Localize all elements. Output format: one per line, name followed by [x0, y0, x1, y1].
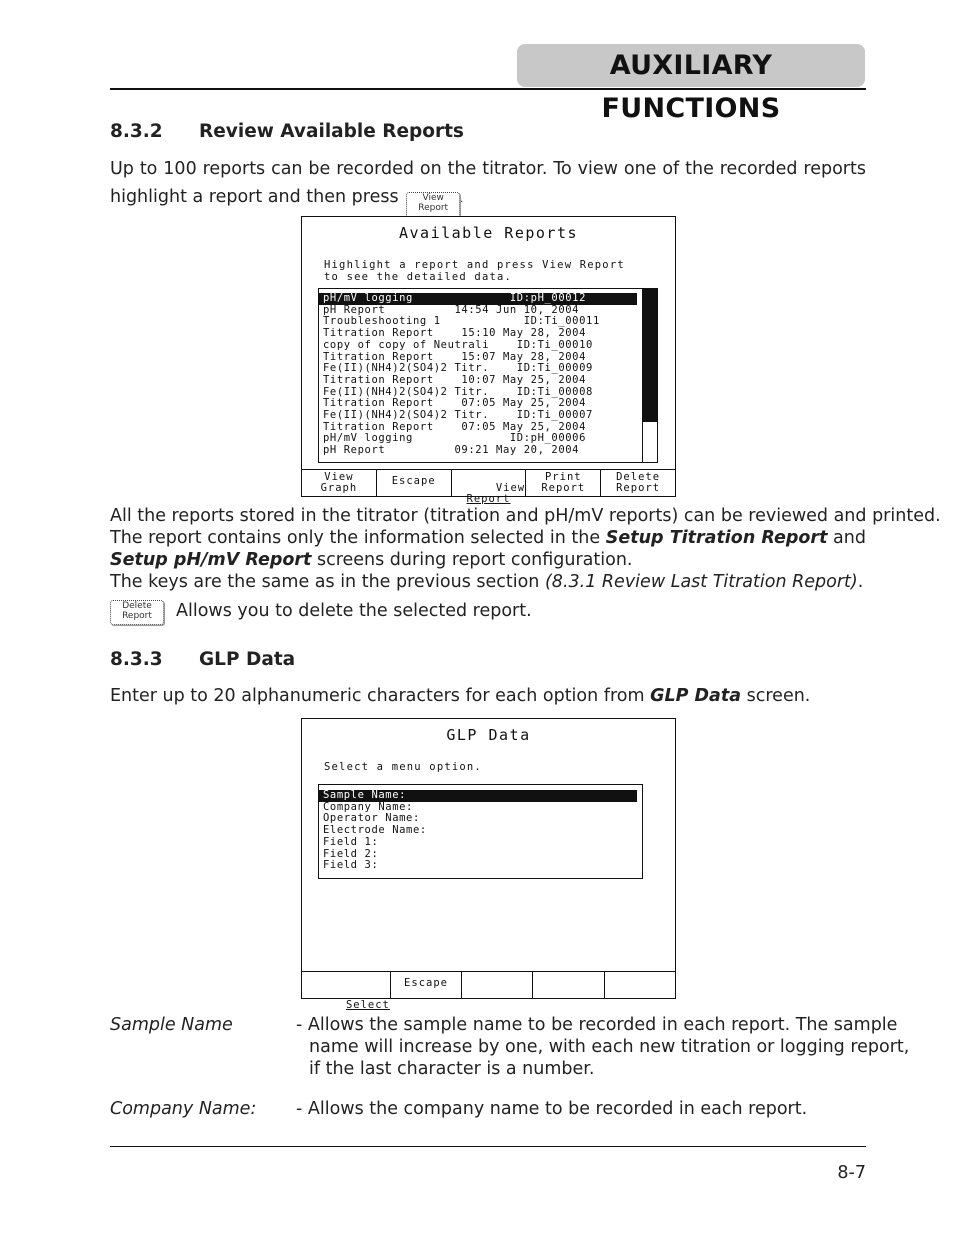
screen-title: GLP Data — [446, 726, 531, 744]
definition-sample-line2: name will increase by one, with each new titration or logging report, — [309, 1037, 910, 1057]
delete-report-key — [110, 600, 164, 625]
section-title: Review Available Reports — [199, 121, 464, 142]
reports-list[interactable] — [318, 288, 658, 463]
definition-term-sample-name: Sample Name — [110, 1015, 233, 1035]
line2-text-c: and — [833, 528, 866, 548]
reports-scrollbar-thumb[interactable] — [643, 289, 657, 422]
line2-text-a: The report contains only the information selected in the — [110, 528, 601, 548]
glp-rows — [319, 790, 637, 872]
reports-para-line1: All the reports stored in the titrator (titration and pH/mV reports) can be reviewed and printed. — [110, 506, 941, 526]
softkey-bar — [302, 971, 675, 1011]
report-row[interactable]: Titration Report 15:07 May 28, 2004 — [323, 350, 587, 363]
glp-menu-row[interactable]: Company Name: — [323, 800, 413, 813]
section-832-heading — [110, 121, 464, 142]
screen-instructions: Highlight a report and press View Report to see the detailed data. — [324, 259, 625, 283]
line4-text-a: The keys are the same as in the previous section — [110, 572, 540, 592]
view-report-softkey-label — [467, 482, 526, 505]
delete-key-line1: Delete — [122, 601, 152, 611]
report-row[interactable]: copy of copy of Neutrali ID:Ti_00010 — [323, 338, 593, 351]
glp-menu-row[interactable]: Field 1: — [323, 835, 379, 848]
report-row[interactable]: Fe(II)(NH4)2(SO4)2 Titr. ID:Ti_00008 — [323, 385, 593, 398]
select-softkey-label: Select — [345, 999, 390, 1011]
print-report-softkey[interactable]: Print Report — [526, 470, 601, 496]
footer-rule — [110, 1146, 866, 1147]
screen-instructions: Select a menu option. — [324, 761, 482, 773]
intro-line-2-text: highlight a report and then press — [110, 187, 399, 207]
glp-intro — [110, 685, 810, 707]
header-rule — [110, 88, 866, 90]
report-row[interactable]: Troubleshooting 1 ID:Ti_00011 — [323, 315, 600, 328]
report-row[interactable]: Titration Report 07:05 May 25, 2004 — [323, 420, 587, 433]
report-row[interactable]: Titration Report 15:10 May 28, 2004 — [323, 327, 587, 340]
reports-rows — [319, 293, 637, 457]
report-row[interactable]: Fe(II)(NH4)2(SO4)2 Titr. ID:Ti_00009 — [323, 362, 593, 375]
setup-phmv-report-ref: Setup pH/mV Report — [110, 550, 312, 570]
view-report-key-line2: Report — [418, 203, 449, 213]
view-report-softkey-line2: Report — [466, 493, 511, 505]
section-title: GLP Data — [199, 649, 296, 670]
view-report-softkey[interactable] — [452, 470, 527, 505]
definition-sample-line3: if the last character is a number. — [309, 1059, 595, 1079]
view-graph-softkey[interactable]: View Graph — [302, 470, 377, 496]
glp-menu-row[interactable]: Field 3: — [323, 859, 379, 872]
report-row[interactable]: Titration Report 10:07 May 25, 2004 — [323, 373, 587, 386]
view-report-softkey-line1: View — [495, 482, 526, 494]
delete-key-description: Allows you to delete the selected report. — [176, 601, 532, 621]
glp-data-screen — [301, 718, 676, 1011]
section-number: 8.3.2 — [110, 121, 163, 142]
available-reports-screen — [301, 216, 676, 505]
setup-titration-report-ref: Setup Titration Report — [605, 528, 828, 548]
glp-menu-row[interactable]: Field 2: — [323, 847, 379, 860]
reports-para-line2 — [110, 527, 866, 549]
definition-term-company-name: Company Name: — [110, 1099, 257, 1119]
screen-title: Available Reports — [398, 224, 579, 242]
definition-company-line1: - Allows the company name to be recorded in each report. — [296, 1099, 808, 1119]
intro-end: . — [460, 194, 464, 205]
page-number: 8-7 — [837, 1163, 866, 1183]
report-row[interactable]: Titration Report 07:05 May 25, 2004 — [323, 397, 587, 410]
view-report-key — [406, 192, 460, 218]
report-row[interactable]: pH Report 14:54 Jun 10, 2004 — [323, 303, 580, 316]
glp-menu-list[interactable] — [318, 784, 643, 879]
blank-softkey-5[interactable] — [605, 972, 675, 998]
glp-menu-row[interactable]: Sample Name: — [319, 790, 637, 802]
report-row[interactable]: pH Report 09:21 May 20, 2004 — [323, 444, 580, 457]
glp-intro-a: Enter up to 20 alphanumeric characters for each option from — [110, 686, 645, 706]
reports-scrollbar[interactable] — [642, 289, 657, 462]
intro-line-1: Up to 100 reports can be recorded on the titrator. To view one of the recorded reports — [110, 159, 866, 179]
definition-sample-line1: - Allows the sample name to be recorded in each report. The sample — [296, 1015, 898, 1035]
chapter-title-tab: AUXILIARY FUNCTIONS — [517, 44, 865, 87]
delete-key-line2: Report — [122, 611, 152, 621]
blank-softkey-4[interactable] — [533, 972, 604, 998]
select-softkey[interactable] — [302, 972, 391, 1011]
report-row[interactable]: pH/mV logging ID:pH_00006 — [323, 432, 587, 445]
intro-line-2 — [110, 186, 610, 218]
reports-para-line4 — [110, 571, 866, 593]
section-833-heading — [110, 649, 296, 670]
line4-text-c: . — [857, 572, 864, 592]
report-row[interactable]: pH/mV logging ID:pH_00012 — [319, 293, 637, 305]
report-row[interactable]: Fe(II)(NH4)2(SO4)2 Titr. ID:Ti_00007 — [323, 409, 593, 422]
view-report-key-line1: View — [422, 193, 444, 203]
escape-softkey[interactable]: Escape — [377, 470, 452, 496]
escape-softkey[interactable]: Escape — [391, 972, 462, 998]
section-831-ref: (8.3.1 Review Last Titration Report) — [544, 572, 858, 592]
delete-report-softkey[interactable]: Delete Report — [616, 471, 661, 494]
glp-data-ref: GLP Data — [650, 686, 742, 706]
glp-menu-row[interactable]: Electrode Name: — [323, 824, 427, 837]
glp-menu-row[interactable]: Operator Name: — [323, 812, 420, 825]
softkey-bar — [302, 469, 675, 505]
blank-softkey-3[interactable] — [462, 972, 533, 998]
section-number: 8.3.3 — [110, 649, 163, 670]
line3-text-b: screens during report configuration. — [316, 550, 633, 570]
glp-intro-c: screen. — [746, 686, 811, 706]
reports-para-line3 — [110, 549, 866, 571]
